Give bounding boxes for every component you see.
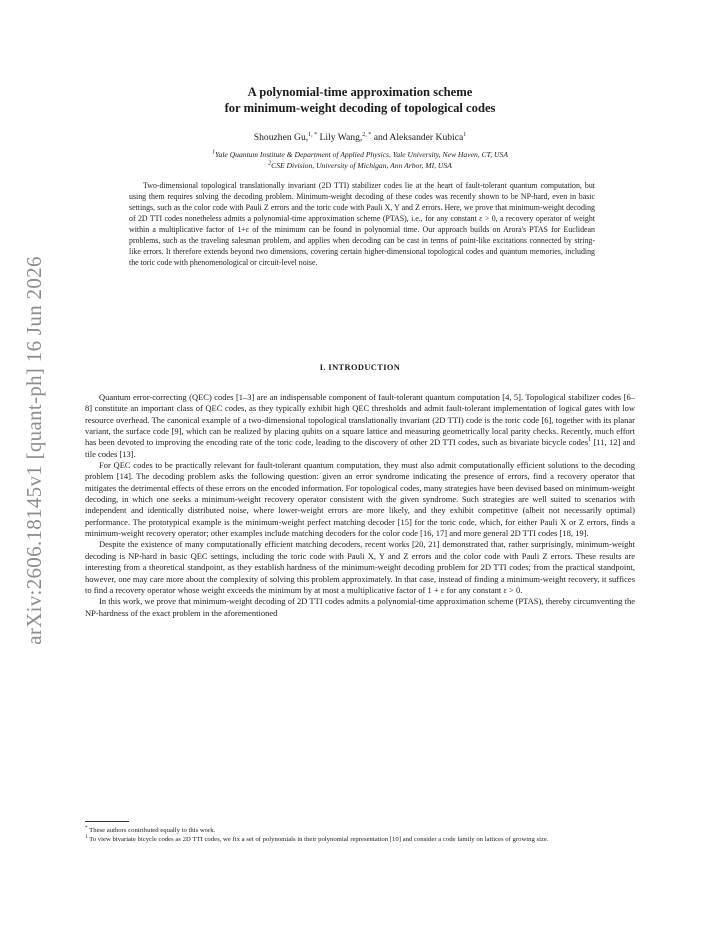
arxiv-identifier-stamp bbox=[14, 250, 54, 650]
author-list bbox=[0, 132, 720, 143]
footnote-1 bbox=[85, 835, 635, 844]
paper-title bbox=[0, 84, 720, 116]
author-kubica: and Aleksander Kubica bbox=[373, 132, 464, 143]
affiliation-1-mark: 1 bbox=[212, 149, 215, 156]
footnote-1-mark: 1 bbox=[85, 833, 88, 840]
body-text bbox=[85, 392, 635, 619]
author-wang-mark: 2, * bbox=[362, 131, 372, 138]
arxiv-identifier-text: arXiv:2606.18145v1 [quant-ph] 16 Jun 2026 bbox=[21, 255, 46, 645]
abstract: Two-dimensional topological translationally invariant (2D TTI) stabilizer codes lie at the heart of fault-tolerant quantum computation, but using them requires solving the decoding problem. Minimum-weight decoding of these codes was recently shown to be NP-hard, even in basic settings, such as the color code with Pauli Z errors and the toric code with Pauli X, Y and Z errors. Here, we prove that minimum-weight decoding of 2D TTI codes nonetheless admits a polynomial-time approximation scheme (PTAS), i.e., for any constant ε > 0, a recovery operator of weight within a multiplicative factor of 1+ε of the minimum can be found in polynomial time. Our approach builds on Arora's PTAS for Euclidean problems, such as the traveling salesman problem, and applies when decoding can be cast in terms of point-like excitations connected by string-like errors. It therefore extends beyond two dimensions, covering certain higher-dimensional topological codes and quantum memories, including the toric code with phenomenological or circuit-level noise. bbox=[129, 181, 595, 267]
footnote-1-ref: 1 bbox=[588, 437, 592, 444]
section-heading-introduction: I. INTRODUCTION bbox=[319, 363, 401, 372]
author-gu-mark: 1, * bbox=[308, 131, 318, 138]
affiliation-2-mark: 2 bbox=[268, 160, 272, 167]
paragraph-2: For QEC codes to be practically relevant for fault-tolerant quantum computation, they must also admit computationally efficient solutions to the decoding problem [14]. The decoding problem asks the following question: given an error syndrome indicating the presence of errors, find a recovery operator that mitigates the detrimental effects of these errors on the encoded information. For topological codes, many strategies have been devised based on minimum-weight decoding, in which one seeks a minimum-weight recovery operator consistent with the given syndrome. Such strategies are well suited to scenarios with independent and identically distributed noise, where lower-weight errors are more likely, and they exhibit competitive (albeit not necessarily optimal) performance. The prototypical example is the minimum-weight perfect matching decoder [15] for the toric code, which, for either Pauli X or Z errors, finds a minimum-weight recovery operator; other examples include matching decoders for the color code [16, 17] and more general 2D TTI codes [18, 19]. bbox=[85, 460, 635, 539]
title-line-1: A polynomial-time approximation scheme bbox=[247, 85, 473, 99]
author-gu: Shouzhen Gu, bbox=[253, 132, 309, 143]
footnote-rule bbox=[85, 821, 129, 822]
footnotes bbox=[85, 826, 635, 844]
footnote-star-mark: * bbox=[85, 824, 88, 831]
paragraph-1-text: Quantum error-correcting (QEC) codes [1–3] are an indispensable component of fault-tolerant quantum computation [4, 5]. Topological stabilizer codes [6–8] constitute an important class of QEC codes, as they typically exhibit high QEC thresholds and admit fault-tolerant implementation of logical gates with low resource overhead. The canonical example of a two-dimensional topological translationally invariant (2D TTI) code is the toric code [6], together with its planar variant, the surface code [9], which can be realized by placing qubits on a square lattice and measuring geometrically local parity checks. Recently, much effort has been devoted to improving the encoding rate of the toric code, leading to the discovery of other 2D TTI codes, such as bivariate bicycle codes bbox=[85, 392, 635, 448]
author-wang: Lily Wang, bbox=[319, 132, 363, 143]
paragraph-1-text-end: [11, 12] and tile codes [13]. bbox=[85, 437, 636, 459]
footnote-equal-contribution-text: These authors contributed equally to this work. bbox=[89, 827, 216, 834]
affiliation-1-text: Yale Quantum Institute & Department of Applied Physics, Yale University, New Haven, CT, USA bbox=[215, 150, 508, 159]
paragraph-1 bbox=[85, 392, 635, 460]
footnote-1-text: To view bivariate bicycle codes as 2D TTI codes, we fix a set of polynomials in their polynomial representation [10] and consider a code family on lattices of growing size. bbox=[89, 836, 549, 843]
author-kubica-mark: 1 bbox=[463, 131, 467, 138]
affiliation-2-text: CSE Division, University of Michigan, Ann Arbor, MI, USA bbox=[271, 161, 452, 170]
affiliations bbox=[0, 149, 720, 171]
affiliation-2 bbox=[0, 160, 720, 171]
paragraph-4: In this work, we prove that minimum-weight decoding of 2D TTI codes admits a polynomial-time approximation scheme (PTAS), thereby circumventing the NP-hardness of the exact problem in the aforementioned bbox=[85, 596, 635, 618]
footnote-equal-contribution bbox=[85, 826, 635, 835]
paragraph-3: Despite the existence of many computationally efficient matching decoders, recent works [20, 21] demonstrated that, rather surprisingly, minimum-weight decoding is NP-hard in basic QEC settings, including the toric code with Pauli X, Y and Z errors and the color code with Pauli Z errors. These results are interesting from a theoretical standpoint, as they establish hardness of the minimum-weight decoding problem for 2D TTI codes; from the practical standpoint, however, one may care more about the complexity of solving this problem approximately. In that case, instead of finding a minimum-weight recovery, it suffices to find a recovery operator whose weight exceeds the minimum by at most a multiplicative factor of 1 + ε for any constant ε > 0. bbox=[85, 539, 635, 595]
title-line-2: for minimum-weight decoding of topological codes bbox=[224, 101, 496, 115]
affiliation-1 bbox=[0, 149, 720, 160]
